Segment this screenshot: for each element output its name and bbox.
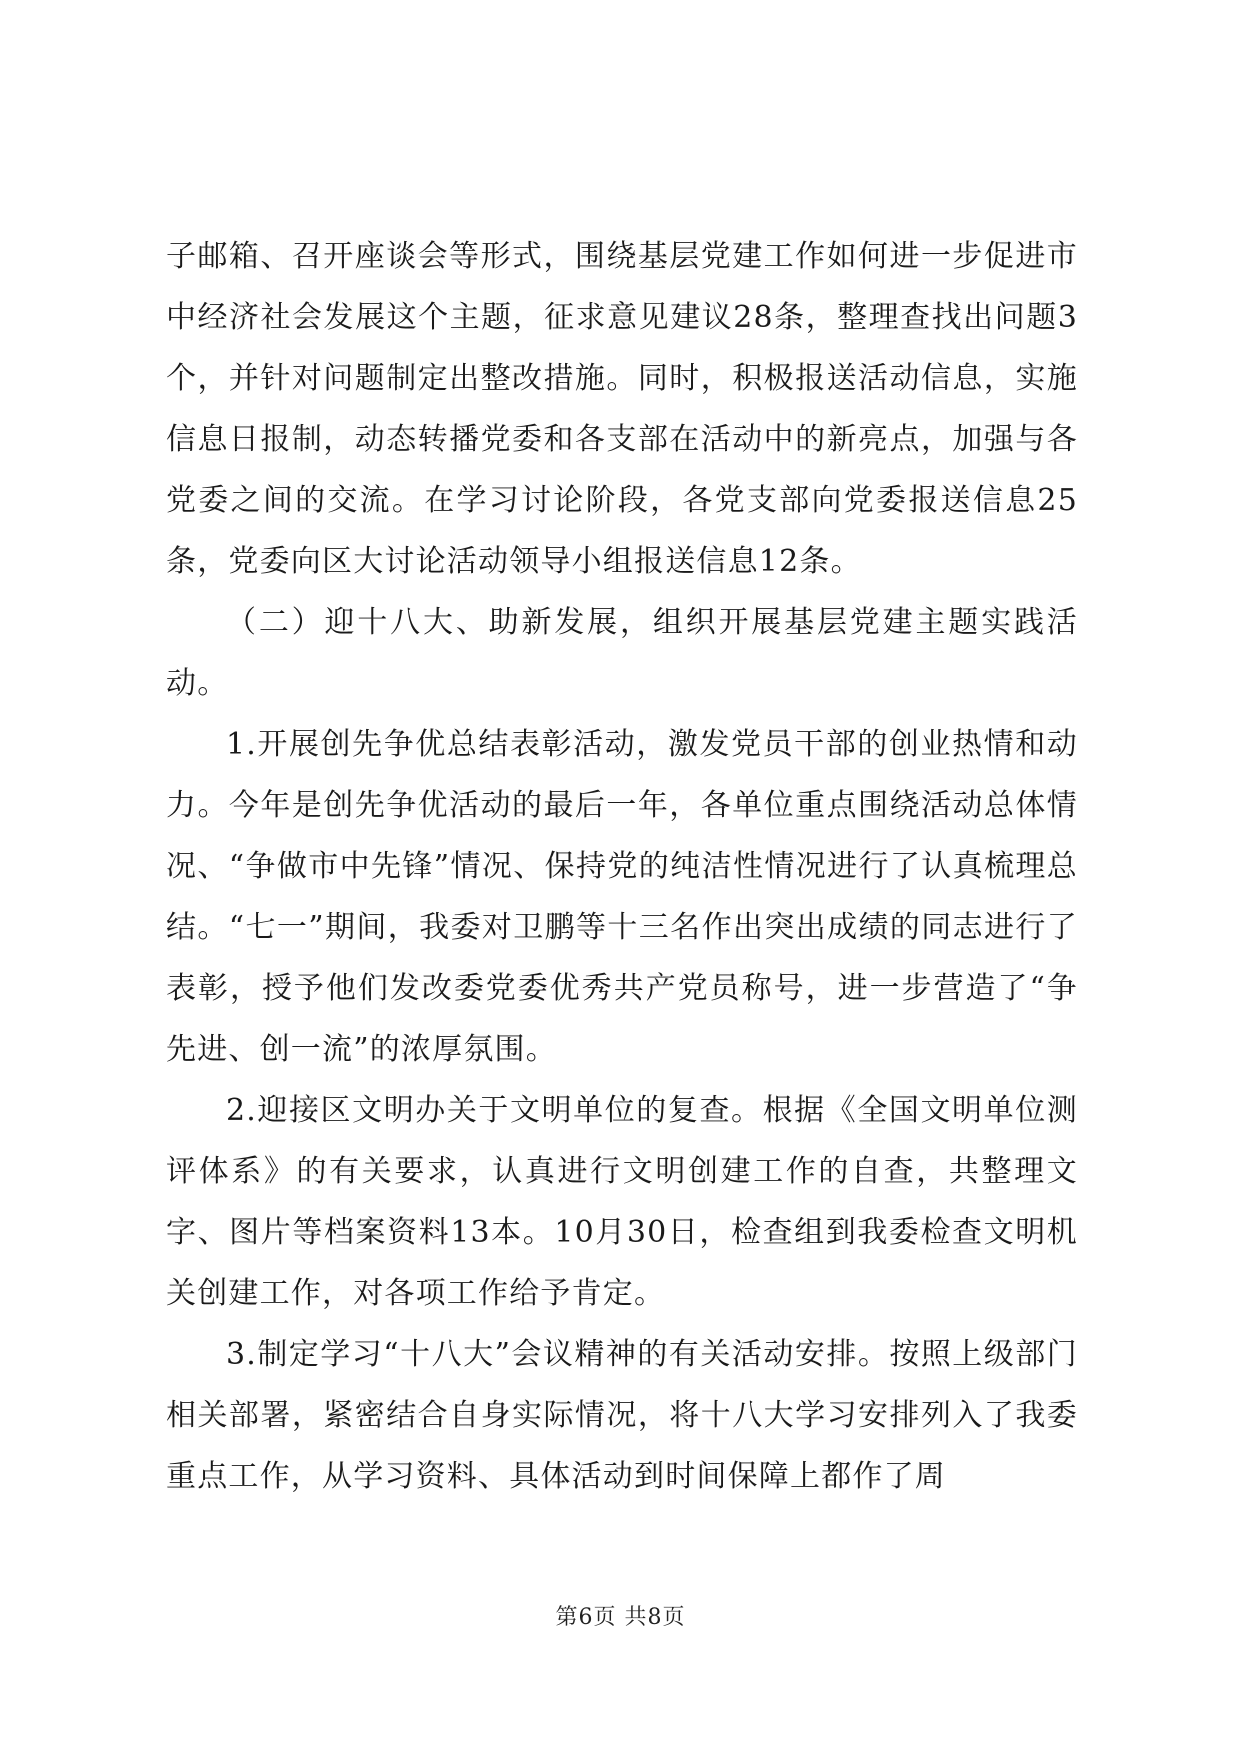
paragraph-item-2: 2.迎接区文明办关于文明单位的复查。根据《全国文明单位测评体系》的有关要求，认真进行文明创建工作的自查，共整理文字、图片等档案资料13本。10月30日，检查组到我委检查文明机关创建工作，对各项工作给予肯定。 (166, 1093, 1078, 1311)
document-body (166, 226, 1078, 1507)
paragraph-continuation: 子邮箱、召开座谈会等形式，围绕基层党建工作如何进一步促进市中经济社会发展这个主题，征求意见建议28条，整理查找出问题3个，并针对问题制定出整改措施。同时，积极报送活动信息，实施信息日报制，动态转播党委和各支部在活动中的新亮点，加强与各党委之间的交流。在学习讨论阶段，各党支部向党委报送信息25条，党委向区大讨论活动领导小组报送信息12条。 (166, 239, 1078, 579)
paragraph-item-3: 3.制定学习“十八大”会议精神的有关活动安排。按照上级部门相关部署，紧密结合自身实际情况，将十八大学习安排列入了我委重点工作，从学习资料、具体活动到时间保障上都作了周 (166, 1337, 1078, 1494)
paragraph-item-1: 1.开展创先争优总结表彰活动，激发党员干部的创业热情和动力。今年是创先争优活动的最后一年，各单位重点围绕活动总体情况、“争做市中先锋”情况、保持党的纯洁性情况进行了认真梳理总结。“七一”期间，我委对卫鹏等十三名作出突出成绩的同志进行了表彰，授予他们发改委党委优秀共产党员称号，进一步营造了“争先进、创一流”的浓厚氛围。 (166, 727, 1078, 1067)
page-number-footer: 第6页 共8页 (555, 1605, 686, 1630)
section-heading: （二）迎十八大、助新发展，组织开展基层党建主题实践活动。 (166, 605, 1078, 701)
